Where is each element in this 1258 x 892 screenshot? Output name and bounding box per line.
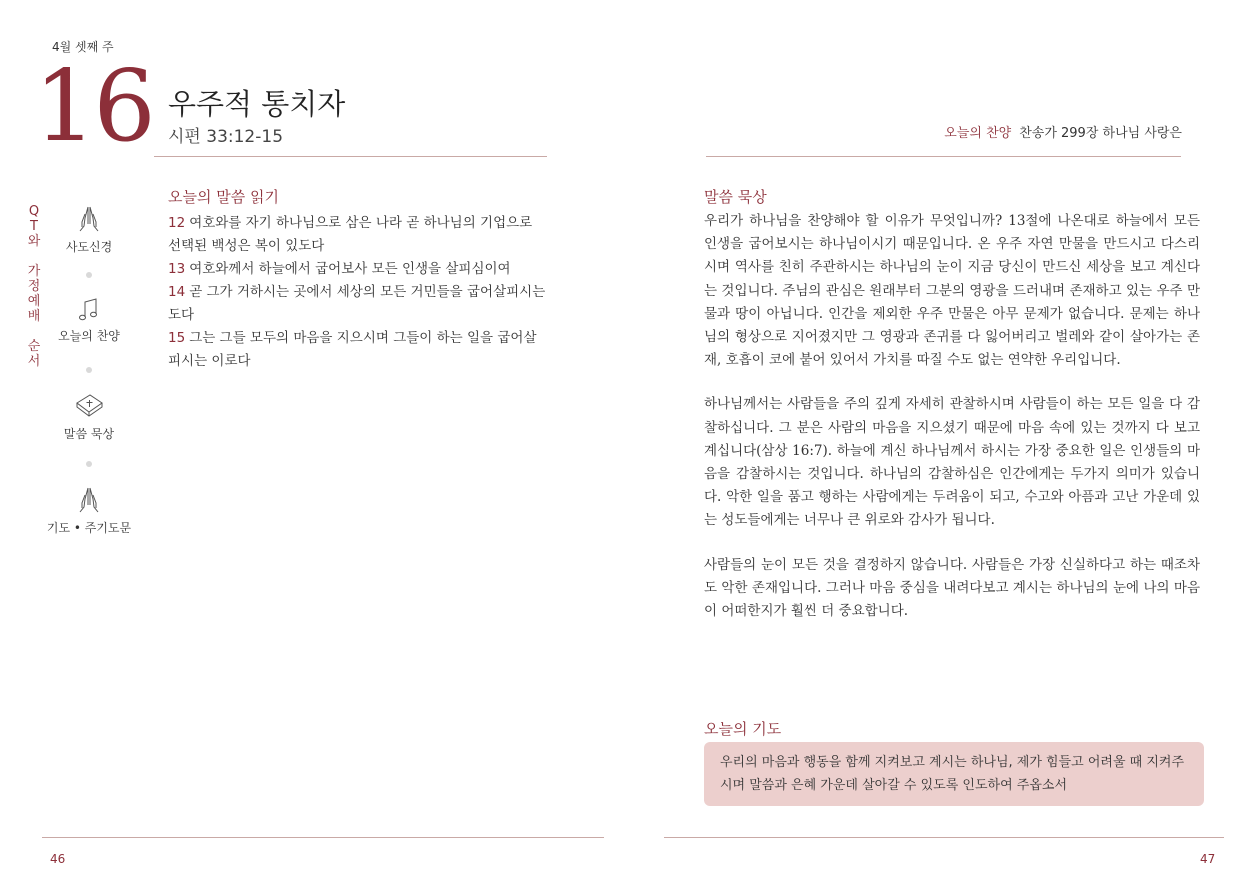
prayer-text: 우리의 마음과 행동을 함께 지켜보고 계시는 하나님, 제가 힘들고 어려울 때 지켜주시며 말씀과 은혜 가운데 살아갈 수 있도록 인도하여 주옵소서 — [720, 755, 1185, 793]
hymn-text: 찬송가 299장 하나님 사랑은 — [1019, 126, 1182, 141]
vertical-char: 가 — [27, 264, 41, 279]
verse-number: 12 — [168, 215, 186, 231]
nav-item-label: 말씀 묵상 — [63, 427, 115, 441]
page-number-left: 46 — [50, 852, 66, 866]
verse — [168, 258, 548, 281]
vertical-char: T — [30, 219, 38, 234]
page-number-right: 47 — [1200, 852, 1216, 866]
meditation-body — [704, 210, 1200, 644]
header-divider-left — [154, 156, 547, 157]
prayer-box — [704, 742, 1204, 806]
verse-number: 15 — [168, 330, 186, 346]
music-note-icon — [74, 297, 104, 323]
verse-number: 14 — [168, 284, 186, 300]
page-title: 우주적 통치자 — [168, 87, 346, 121]
vertical-char: 배 — [27, 309, 41, 324]
vertical-char: 서 — [27, 354, 41, 369]
meditation-heading: 말씀 묵상 — [704, 188, 767, 206]
nav-item-label: 사도신경 — [65, 240, 113, 254]
todays-hymn — [944, 122, 1182, 141]
verse-number: 13 — [168, 261, 186, 277]
vertical-char: 순 — [27, 339, 41, 354]
nav-separator-dot — [86, 272, 92, 278]
hymn-label: 오늘의 찬양 — [944, 126, 1012, 141]
verse — [168, 327, 548, 373]
praying-hands-icon — [74, 485, 104, 515]
footer-divider-right — [664, 837, 1224, 838]
prayer-heading: 오늘의 기도 — [704, 720, 782, 738]
verse-text: 그는 그들 모두의 마음을 지으시며 그들이 하는 일을 굽어살피시는 이로다 — [168, 330, 537, 369]
nav-item-label: 오늘의 찬양 — [58, 329, 120, 343]
nav-item-label: 기도 • 주기도문 — [46, 521, 132, 535]
reading-heading: 오늘의 말씀 읽기 — [168, 188, 279, 206]
verse-text: 여호와를 자기 하나님으로 삼은 나라 곧 하나님의 기업으로 선택된 백성은 복이 있도다 — [168, 215, 533, 254]
vertical-char: 와 — [27, 234, 41, 249]
nav-item-prayer[interactable] — [39, 485, 139, 536]
verse — [168, 212, 548, 258]
nav-separator-dot — [86, 367, 92, 373]
meditation-paragraph: 사람들의 눈이 모든 것을 결정하지 않습니다. 사람들은 가장 신실하다고 하는 때조차도 악한 존재입니다. 그러나 마음 중심을 내려다보고 계시는 하나님의 눈에 나의 마음이 어떠한지가 훨씬 더 중요합니다. — [704, 556, 1200, 620]
vertical-char: 예 — [27, 294, 41, 309]
vertical-char: 정 — [27, 279, 41, 294]
nav-item-apostles-creed[interactable] — [39, 204, 139, 255]
verse-list — [168, 212, 548, 373]
scripture-reference: 시편 33:12-15 — [168, 127, 284, 147]
meditation-paragraph: 우리가 하나님을 찬양해야 할 이유가 무엇입니까? 13절에 나온대로 하늘에서 모든 인생을 굽어보시는 하나님이시기 때문입니다. 온 우주 자연 만물을 만드시고 다스리시며 역사를 친히 주관하시는 하나님의 눈이 지금 당신이 만드신 세상을 보고 계신다는 것입니다. 주님의 관심은 원래부터 그분의 영광을 드러내며 존재하고 있는 우주 만물과 땅이 아닙니다. 인간을 제외한 우주 만물은 아무 문제가 없습니다. 문제는 하나님의 형상으로 지어졌지만 그 영광과 존귀를 다 잃어버리고 벌레와 같이 살아가는 존재, 호흡이 코에 붙어 있어서 가치를 따질 수도 없는 연약한 우리입니다. — [704, 213, 1200, 369]
praying-hands-icon — [74, 204, 104, 234]
bible-icon — [73, 391, 105, 421]
header-divider-right — [706, 156, 1181, 157]
week-label: 4월 셋째 주 — [52, 40, 114, 54]
nav-item-meditation[interactable] — [39, 391, 139, 442]
nav-item-todays-hymn[interactable] — [39, 297, 139, 344]
verse-text: 여호와께서 하늘에서 굽어보사 모든 인생을 살피심이여 — [189, 261, 511, 277]
nav-separator-dot — [86, 461, 92, 467]
verse — [168, 281, 548, 327]
day-number: 16 — [34, 50, 153, 164]
vertical-char: Q — [28, 204, 40, 219]
verse-text: 곧 그가 거하시는 곳에서 세상의 모든 거민들을 굽어살피시는도다 — [168, 284, 546, 323]
meditation-paragraph: 하나님께서는 사람들을 주의 깊게 자세히 관찰하시며 사람들이 하는 모든 일을 다 감찰하십니다. 그 분은 사람의 마음을 지으셨기 때문에 마음 속에 있는 것까지 다 보고 계십니다(삼상 16:7). 하늘에 계신 하나님께서 하시는 가장 중요한 일은 인생들의 마음을 감찰하시는 것입니다. 하나님의 감찰하심은 인간에게는 두가지 의미가 있습니다. 악한 일을 품고 행하는 사람에게는 두려움이 되고, 수고와 아픔과 고난 가운데 있는 성도들에게는 너무나 큰 위로와 감사가 됩니다. — [704, 396, 1200, 529]
footer-divider-left — [42, 837, 604, 838]
